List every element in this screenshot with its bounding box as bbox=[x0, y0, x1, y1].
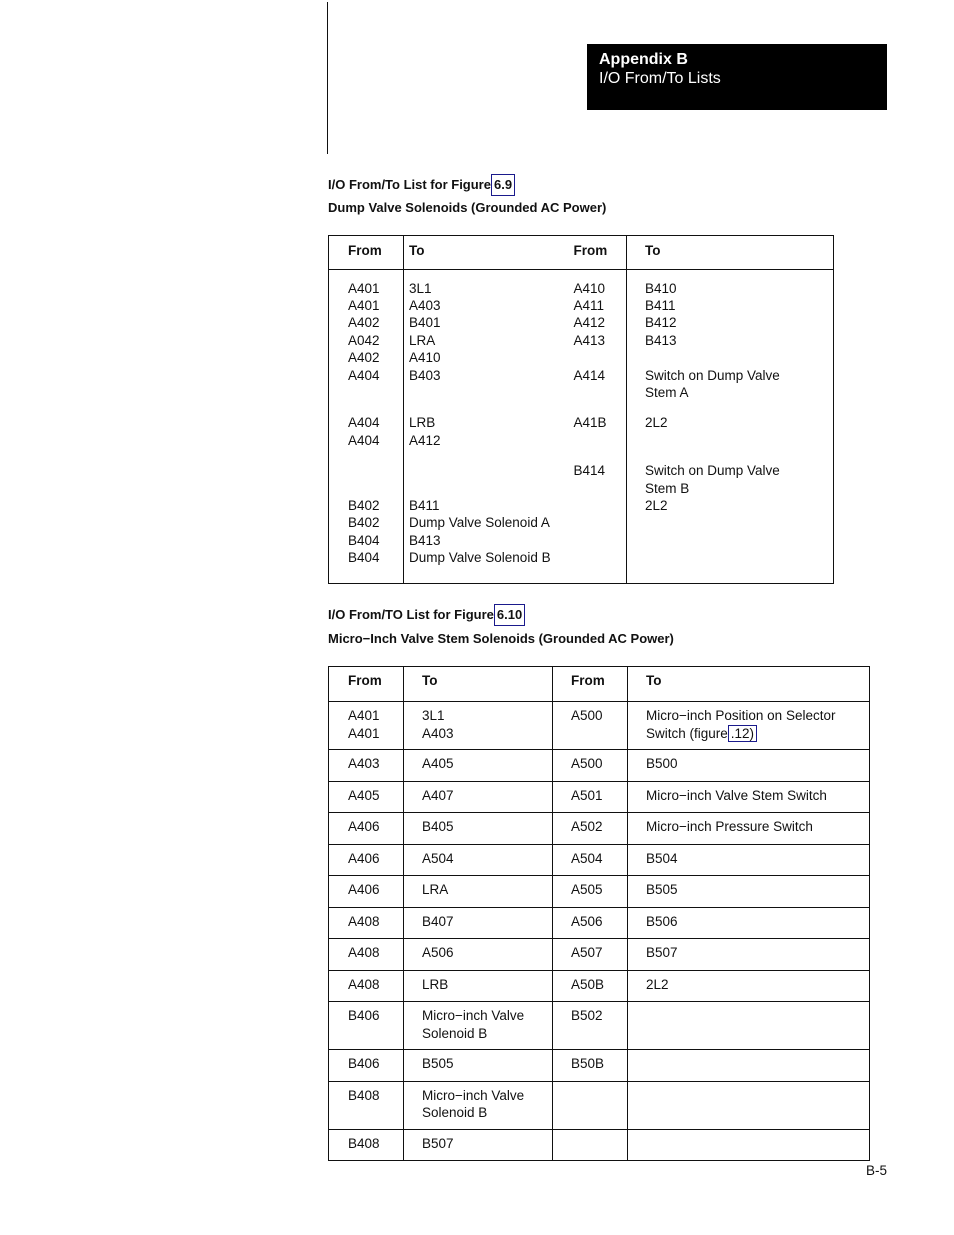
table-row bbox=[329, 532, 834, 549]
table-cell bbox=[574, 514, 627, 531]
table-cell bbox=[574, 432, 627, 449]
table-cell bbox=[404, 384, 574, 401]
table-cell: A402 bbox=[348, 315, 380, 331]
table-cell bbox=[329, 813, 404, 845]
spacer-cell bbox=[574, 449, 627, 462]
table-cell: A413 bbox=[573, 332, 606, 348]
cell-line: Micro−inch Position on Selector bbox=[646, 708, 836, 723]
table-cell: A412 bbox=[573, 315, 606, 331]
cell-line: A506 bbox=[422, 945, 454, 960]
table-cell bbox=[553, 939, 628, 971]
page-number: B-5 bbox=[866, 1163, 888, 1178]
spacer-cell bbox=[329, 567, 404, 584]
table-cell bbox=[329, 462, 404, 479]
table-row bbox=[329, 462, 834, 479]
cell-line: B408 bbox=[348, 1087, 380, 1103]
table-cell: Switch on Dump Valve bbox=[627, 462, 834, 479]
spacer-cell bbox=[627, 401, 834, 414]
cell-line: A506 bbox=[571, 913, 603, 929]
cell-line: A406 bbox=[348, 882, 380, 897]
spacer-cell bbox=[329, 270, 404, 280]
table-row bbox=[329, 750, 870, 782]
table-row bbox=[329, 702, 870, 750]
table-cell: A403 bbox=[404, 297, 574, 314]
cell-text: Switch (figure bbox=[646, 725, 728, 741]
cell-line: A405 bbox=[348, 787, 380, 803]
spacer-cell bbox=[329, 401, 404, 414]
section2-title: I/O From/TO List for Figure 6.10 bbox=[328, 604, 525, 626]
spacer-cell bbox=[627, 449, 834, 462]
table-cell bbox=[553, 702, 628, 750]
table-cell bbox=[627, 532, 834, 549]
table-cell bbox=[628, 1129, 870, 1161]
table-cell: Stem B bbox=[627, 480, 834, 497]
section1-subtitle: Dump Valve Solenoids (Grounded AC Power) bbox=[328, 200, 607, 215]
table-row bbox=[329, 844, 870, 876]
cell-line: B507 bbox=[646, 945, 678, 960]
table-cell bbox=[553, 1129, 628, 1161]
column-header: To bbox=[404, 667, 553, 702]
cell-line: 3L1 bbox=[422, 708, 445, 723]
table-cell bbox=[553, 876, 628, 908]
table-row bbox=[329, 414, 834, 431]
cell-line: LRB bbox=[422, 976, 449, 992]
cell-line: B408 bbox=[348, 1135, 380, 1151]
table-cell bbox=[574, 384, 627, 401]
cell-line: A504 bbox=[571, 850, 603, 866]
cell-line: Micro−inch Pressure Switch bbox=[646, 819, 813, 834]
table-cell bbox=[628, 702, 870, 750]
table-row bbox=[329, 280, 834, 297]
cell-line: B50B bbox=[571, 1056, 605, 1071]
spacer-row bbox=[329, 449, 834, 462]
appendix-title: I/O From/To Lists bbox=[599, 70, 721, 87]
column-header: From bbox=[329, 236, 404, 270]
table-cell bbox=[404, 750, 553, 782]
table-row bbox=[329, 813, 870, 845]
table-row bbox=[329, 497, 834, 514]
table-cell: A410 bbox=[404, 349, 574, 366]
table-cell bbox=[628, 970, 870, 1002]
table-cell: 2L2 bbox=[627, 497, 834, 514]
column-header: From bbox=[574, 236, 627, 270]
table-row bbox=[329, 332, 834, 349]
table-cell bbox=[574, 549, 627, 566]
table-cell bbox=[329, 1129, 404, 1161]
spacer-cell bbox=[404, 449, 574, 462]
cell-line: B407 bbox=[422, 913, 454, 929]
cell-line: LRA bbox=[422, 882, 449, 897]
table-cell bbox=[574, 349, 627, 366]
spacer-cell bbox=[627, 270, 834, 280]
table-cell bbox=[553, 1081, 628, 1129]
dump-valve-table-body bbox=[329, 270, 834, 584]
table-row bbox=[329, 432, 834, 449]
table-cell bbox=[404, 480, 574, 497]
table-cell: B403 bbox=[404, 367, 574, 384]
column-header: From bbox=[329, 667, 404, 702]
cell-line: Micro−inch Valve Stem Switch bbox=[646, 787, 827, 803]
table-cell bbox=[329, 480, 404, 497]
table-row bbox=[329, 314, 834, 331]
appendix-label: Appendix B bbox=[599, 51, 688, 68]
cell-line: B406 bbox=[348, 1056, 380, 1071]
spacer-cell bbox=[404, 567, 574, 584]
spacer-cell bbox=[627, 567, 834, 584]
table-cell bbox=[329, 1002, 404, 1050]
table-cell: Switch on Dump Valve bbox=[627, 367, 834, 384]
spacer-cell bbox=[404, 270, 574, 280]
margin-rule bbox=[327, 2, 328, 154]
cell-line: A408 bbox=[348, 913, 380, 929]
table-cell bbox=[628, 844, 870, 876]
table-row bbox=[329, 514, 834, 531]
table-cell bbox=[553, 781, 628, 813]
table-cell bbox=[553, 1050, 628, 1082]
table-cell bbox=[628, 939, 870, 971]
table-row bbox=[329, 1081, 870, 1129]
appendix-header-box bbox=[587, 44, 887, 110]
table-cell bbox=[404, 1002, 553, 1050]
figure-ref-link[interactable]: .12) bbox=[728, 725, 757, 742]
table-cell: A412 bbox=[404, 432, 574, 449]
cell-line: A403 bbox=[348, 756, 380, 771]
cell-line bbox=[646, 725, 869, 743]
cell-line: A408 bbox=[348, 945, 380, 960]
table-row bbox=[329, 1002, 870, 1050]
cell-line: B506 bbox=[646, 913, 678, 929]
cell-line: Solenoid B bbox=[422, 1025, 488, 1041]
cell-line: B507 bbox=[422, 1135, 454, 1151]
cell-line: Micro−inch Valve bbox=[422, 1087, 525, 1103]
table-cell: LRB bbox=[404, 414, 574, 431]
table-cell bbox=[628, 750, 870, 782]
cell-line: A401 bbox=[348, 725, 380, 741]
spacer-cell bbox=[574, 567, 627, 584]
table-row bbox=[329, 876, 870, 908]
table-row bbox=[329, 1129, 870, 1161]
table-cell: A404 bbox=[348, 432, 380, 448]
figure-link-6-10[interactable]: 6.10 bbox=[494, 604, 525, 626]
cell-line: A50B bbox=[571, 976, 605, 992]
micro-inch-table bbox=[328, 666, 870, 1161]
table-cell bbox=[404, 1081, 553, 1129]
table-cell: B404 bbox=[348, 550, 380, 566]
table-cell bbox=[329, 970, 404, 1002]
table-cell bbox=[329, 384, 404, 401]
table-cell: A410 bbox=[573, 280, 606, 296]
table-cell: A41B bbox=[573, 415, 607, 431]
cell-line: A505 bbox=[571, 882, 603, 897]
table-cell bbox=[553, 1002, 628, 1050]
table-row bbox=[329, 549, 834, 566]
table-cell bbox=[553, 844, 628, 876]
spacer-row bbox=[329, 270, 834, 280]
table-cell: A414 bbox=[573, 367, 606, 383]
spacer-cell bbox=[404, 401, 574, 414]
table-cell bbox=[628, 907, 870, 939]
table-cell bbox=[553, 907, 628, 939]
table-cell bbox=[329, 876, 404, 908]
column-header: From bbox=[553, 667, 628, 702]
table-cell: A404 bbox=[348, 367, 380, 383]
table-cell: A401 bbox=[348, 280, 380, 296]
table-cell: B402 bbox=[348, 497, 380, 513]
table-cell bbox=[628, 1081, 870, 1129]
table-cell: B411 bbox=[404, 497, 574, 514]
table-cell: B410 bbox=[627, 280, 834, 297]
table-cell bbox=[404, 970, 553, 1002]
table-cell bbox=[329, 939, 404, 971]
spacer-cell bbox=[574, 270, 627, 280]
table-cell bbox=[553, 970, 628, 1002]
table-cell: B414 bbox=[573, 463, 606, 479]
cell-line: Solenoid B bbox=[422, 1105, 488, 1120]
table-cell: A402 bbox=[348, 350, 380, 366]
table-cell bbox=[574, 497, 627, 514]
table-cell bbox=[574, 480, 627, 497]
table-cell bbox=[628, 1050, 870, 1082]
spacer-row bbox=[329, 567, 834, 584]
cell-line: A407 bbox=[422, 787, 454, 803]
cell-line: A500 bbox=[571, 708, 603, 723]
table-cell bbox=[628, 1002, 870, 1050]
table-cell: B413 bbox=[627, 332, 834, 349]
cell-line: A507 bbox=[571, 945, 603, 960]
table-cell bbox=[627, 432, 834, 449]
table-cell: 3L1 bbox=[404, 280, 574, 297]
table-cell bbox=[628, 876, 870, 908]
table-row bbox=[329, 367, 834, 384]
section1-title: I/O From/To List for Figure 6.9 bbox=[328, 174, 515, 196]
spacer-row bbox=[329, 401, 834, 414]
cell-line: B406 bbox=[348, 1008, 380, 1023]
table-row bbox=[329, 349, 834, 366]
table-cell bbox=[404, 939, 553, 971]
table-cell bbox=[627, 514, 834, 531]
column-header: To bbox=[404, 236, 574, 270]
table-cell bbox=[627, 549, 834, 566]
table-cell bbox=[628, 781, 870, 813]
cell-line: B504 bbox=[646, 850, 678, 866]
table-cell: Dump Valve Solenoid A bbox=[404, 514, 574, 531]
table-cell bbox=[404, 907, 553, 939]
cell-line: A501 bbox=[571, 787, 603, 803]
cell-line: B505 bbox=[646, 882, 678, 897]
column-header: To bbox=[627, 236, 834, 270]
table-cell: Stem A bbox=[627, 384, 834, 401]
table-cell bbox=[404, 876, 553, 908]
table-cell bbox=[574, 532, 627, 549]
spacer-cell bbox=[574, 401, 627, 414]
table-cell bbox=[329, 750, 404, 782]
cell-line: 2L2 bbox=[646, 976, 669, 992]
table-cell: B411 bbox=[627, 297, 834, 314]
table-row bbox=[329, 384, 834, 401]
table-cell bbox=[628, 813, 870, 845]
cell-line: A406 bbox=[348, 819, 380, 834]
table-cell bbox=[329, 702, 404, 750]
table-row bbox=[329, 907, 870, 939]
table-cell bbox=[553, 750, 628, 782]
cell-line: B502 bbox=[571, 1008, 603, 1023]
table-cell bbox=[553, 813, 628, 845]
cell-line: A502 bbox=[571, 819, 603, 834]
table-cell: A042 bbox=[348, 332, 380, 348]
table-cell bbox=[404, 1129, 553, 1161]
table-header-row bbox=[329, 236, 834, 270]
table-cell bbox=[329, 907, 404, 939]
table-cell bbox=[404, 702, 553, 750]
table-cell bbox=[329, 844, 404, 876]
table-cell: B413 bbox=[404, 532, 574, 549]
table-cell bbox=[404, 781, 553, 813]
table-cell bbox=[329, 1050, 404, 1082]
figure-link-6-9[interactable]: 6.9 bbox=[491, 174, 515, 196]
table-cell: A404 bbox=[348, 415, 380, 431]
table-cell: Dump Valve Solenoid B bbox=[404, 549, 574, 566]
table-cell: A411 bbox=[573, 297, 605, 313]
section2-subtitle: Micro−Inch Valve Stem Solenoids (Grounded AC Power) bbox=[328, 631, 674, 646]
table-cell bbox=[329, 781, 404, 813]
micro-inch-table-body bbox=[329, 702, 870, 1161]
table-cell: B412 bbox=[627, 314, 834, 331]
table-cell: LRA bbox=[404, 332, 574, 349]
table-row bbox=[329, 939, 870, 971]
table-cell: B401 bbox=[404, 314, 574, 331]
table-header-row bbox=[329, 667, 870, 702]
table-cell bbox=[404, 844, 553, 876]
table-cell bbox=[329, 1081, 404, 1129]
cell-line: Micro−inch Valve bbox=[422, 1008, 525, 1023]
cell-line: A408 bbox=[348, 976, 380, 992]
table-row bbox=[329, 1050, 870, 1082]
cell-line: B505 bbox=[422, 1056, 454, 1071]
table-cell: B404 bbox=[348, 532, 380, 548]
spacer-cell bbox=[329, 449, 404, 462]
cell-line: B500 bbox=[646, 756, 678, 771]
table-cell: 2L2 bbox=[627, 414, 834, 431]
table-cell: B402 bbox=[348, 515, 380, 531]
cell-line: A405 bbox=[422, 756, 454, 771]
cell-line: A504 bbox=[422, 850, 454, 866]
cell-line: B405 bbox=[422, 819, 454, 834]
table-cell bbox=[404, 462, 574, 479]
table-row bbox=[329, 480, 834, 497]
table-cell: A401 bbox=[348, 297, 380, 313]
column-header: To bbox=[628, 667, 870, 702]
cell-line: A401 bbox=[348, 708, 380, 723]
cell-line: A500 bbox=[571, 756, 603, 771]
table-row bbox=[329, 970, 870, 1002]
table-cell bbox=[404, 813, 553, 845]
dump-valve-table bbox=[328, 235, 834, 584]
cell-line: A403 bbox=[422, 725, 454, 741]
cell-line: A406 bbox=[348, 850, 380, 866]
table-row bbox=[329, 297, 834, 314]
table-row bbox=[329, 781, 870, 813]
table-cell bbox=[404, 1050, 553, 1082]
table-cell bbox=[627, 349, 834, 366]
